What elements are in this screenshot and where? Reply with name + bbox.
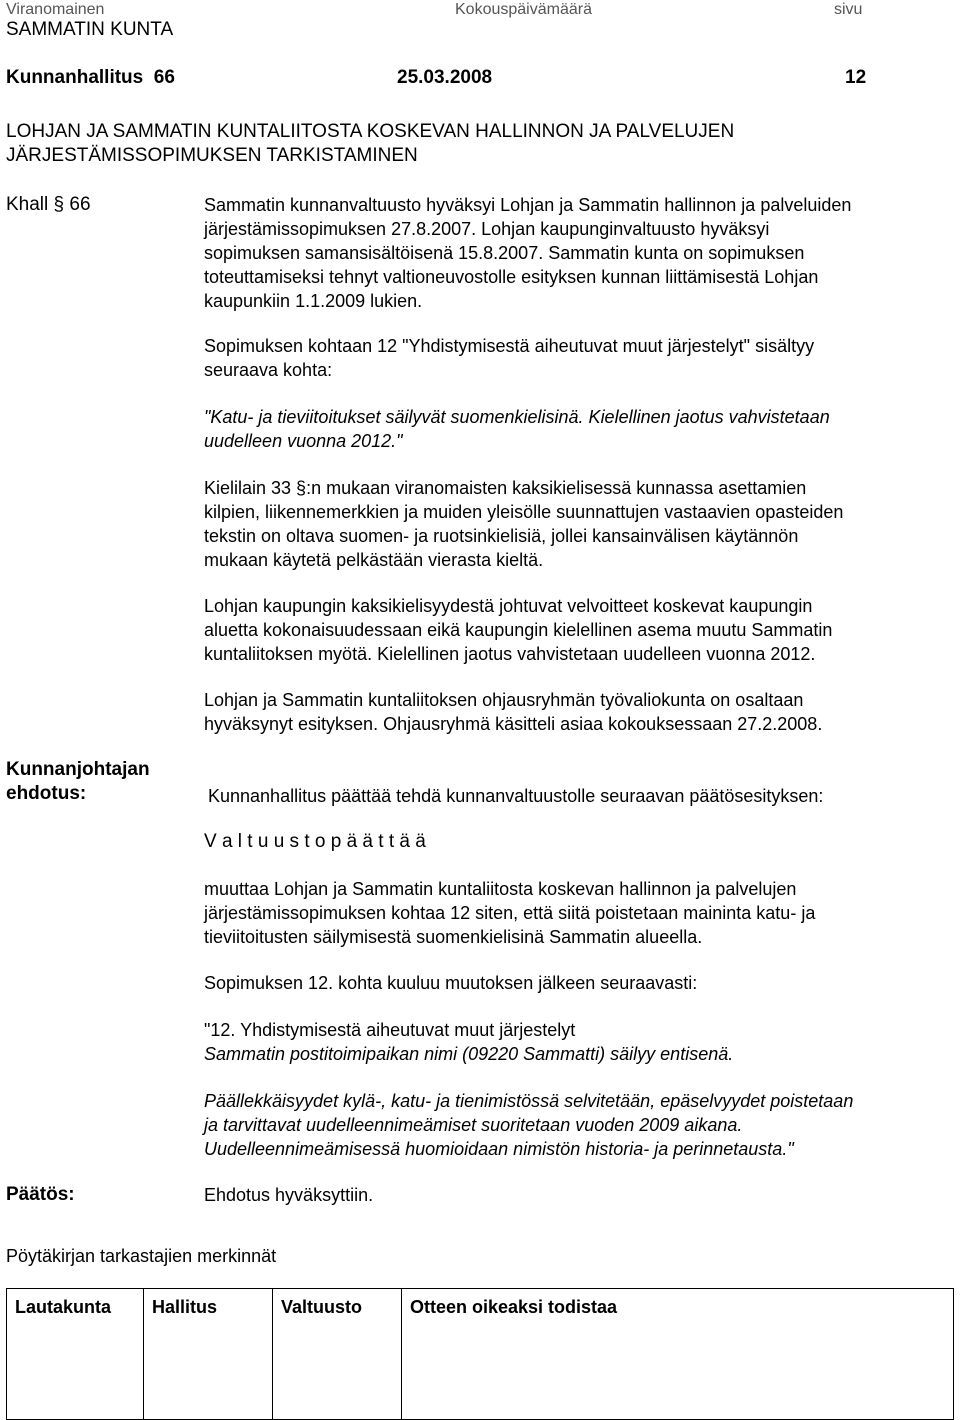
signature-table xyxy=(6,1288,954,1420)
proposal-label-2: ehdotus: xyxy=(6,783,87,804)
paragraph-quote xyxy=(204,405,948,453)
text-line: ja tarvittavat uudelleennimeämiset suoritetaan vuoden 2009 aikana. xyxy=(204,1115,743,1135)
proposal-label-1: Kunnanjohtajan xyxy=(6,759,150,780)
sig-cell-hallitus: Hallitus xyxy=(144,1289,273,1420)
text-line: hyväksynyt esityksen. Ohjausryhmä käsitteli asiaa kokouksessaan 27.2.2008. xyxy=(204,714,823,734)
footer-caption: Pöytäkirjan tarkastajien merkinnät xyxy=(6,1246,277,1266)
text-line: Lohjan ja Sammatin kuntaliitoksen ohjausryhmän työvaliokunta on osaltaan xyxy=(204,690,804,710)
title-line-1: LOHJAN JA SAMMATIN KUNTALIITOSTA KOSKEVAN HALLINNON JA PALVELUJEN xyxy=(6,121,735,142)
paragraph-item-12 xyxy=(204,1018,948,1066)
text-line: seuraava kohta: xyxy=(204,360,333,380)
text-line: "12. Yhdistymisestä aiheutuvat muut järjestelyt xyxy=(204,1020,576,1040)
text-line: kilpien, liikennemerkkien ja muiden yleisölle suunnattujen vastaavien opasteiden xyxy=(204,502,844,522)
sig-cell-valtuusto: Valtuusto xyxy=(273,1289,402,1420)
header-authority-label: Viranomainen xyxy=(6,1,105,18)
text-line: "Katu- ja tieviitoitukset säilyvät suomenkielisinä. Kielellinen jaotus vahvistetaan xyxy=(204,407,830,427)
header-body xyxy=(6,66,175,90)
paragraph-amendment xyxy=(204,877,948,949)
text-line: Kielilain 33 §:n mukaan viranomaisten kaksikielisessä kunnassa asettamien xyxy=(204,478,807,498)
text-line: järjestämissopimuksen kohtaa 12 siten, että siitä poistetaan maininta katu- ja xyxy=(204,903,816,923)
text-line: Sopimuksen kohtaan 12 "Yhdistymisestä aiheutuvat muut järjestelyt" sisältyy xyxy=(204,336,815,356)
paragraph-background xyxy=(204,193,948,313)
text-line: tieviitoitusten säilymisestä suomenkielisinä Sammatin alueella. xyxy=(204,927,703,947)
sig-cell-certified: Otteen oikeaksi todistaa xyxy=(402,1289,954,1420)
paragraph-steering-group xyxy=(204,688,948,736)
text-line: sopimuksen samansisältöisenä 15.8.2007. Sammatin kunta on sopimuksen xyxy=(204,243,805,263)
text-line: aluetta kokonaisuudessaan eikä kaupungin kielellinen asema muutu Sammatin xyxy=(204,620,833,640)
text-line: toteuttamiseksi tehnyt valtioneuvostolle esityksen kunnan liittämisestä Lohjan xyxy=(204,267,819,287)
header-date: 25.03.2008 xyxy=(397,67,493,88)
text-line: järjestämissopimuksen 27.8.2007. Lohjan kaupunginvaltuusto hyväksyi xyxy=(204,219,770,239)
header-date-label: Kokouspäivämäärä xyxy=(455,1,592,18)
paragraph-bilingual xyxy=(204,594,948,666)
paragraph-after-change xyxy=(204,971,948,995)
proposal-text: Kunnanhallitus päättää tehdä kunnanvaltuustolle seuraavan päätösesityksen: xyxy=(208,786,824,806)
title-line-2: JÄRJESTÄMISSOPIMUKSEN TARKISTAMINEN xyxy=(6,145,418,166)
section-label: Khall § 66 xyxy=(6,194,91,215)
header-page: 12 xyxy=(845,67,867,88)
text-line: Uudelleennimeämisessä huomioidaan nimistön historia- ja perinnetausta." xyxy=(204,1139,794,1159)
text-line: tekstin on oltava suomen- ja ruotsinkielisiä, jollei kansainvälisen käytännön xyxy=(204,526,799,546)
text-line: Sammatin postitoimipaikan nimi (09220 Sammatti) säilyy entisenä. xyxy=(204,1044,734,1064)
paragraph-language-law xyxy=(204,476,948,572)
text-line: mukaan käytetä pelkästään vierasta kieltä. xyxy=(204,550,544,570)
text-line: kuntaliitoksen myötä. Kielellinen jaotus vahvistetaan uudelleen vuonna 2012. xyxy=(204,644,816,664)
council-decides: V a l t u u s t o p ä ä t t ä ä xyxy=(204,831,426,852)
decision-text: Ehdotus hyväksyttiin. xyxy=(204,1185,374,1205)
text-line: muuttaa Lohjan ja Sammatin kuntaliitosta koskevan hallinnon ja palvelujen xyxy=(204,879,797,899)
paragraph-agreement-item xyxy=(204,334,948,382)
paragraph-overlaps xyxy=(204,1089,948,1161)
decision-label: Päätös: xyxy=(6,1184,75,1205)
text-line: uudelleen vuonna 2012." xyxy=(204,431,403,451)
sig-cell-lautakunta: Lautakunta xyxy=(7,1289,144,1420)
text-line: Sopimuksen 12. kohta kuuluu muutoksen jälkeen seuraavasti: xyxy=(204,973,698,993)
text-line: Lohjan kaupungin kaksikielisyydestä johtuvat velvoitteet koskevat kaupungin xyxy=(204,596,813,616)
text-line: Sammatin kunnanvaltuusto hyväksyi Lohjan ja Sammatin hallinnon ja palveluiden xyxy=(204,195,852,215)
header-meeting-no: 66 xyxy=(153,67,175,88)
text-line: Päällekkäisyydet kylä-, katu- ja tienimistössä selvitetään, epäselvyydet poistetaan xyxy=(204,1091,854,1111)
header-body-name: Kunnanhallitus xyxy=(6,67,144,88)
header-authority: SAMMATIN KUNTA xyxy=(6,19,174,40)
text-line: kaupunkiin 1.1.2009 lukien. xyxy=(204,291,423,311)
header-page-label: sivu xyxy=(834,1,863,18)
